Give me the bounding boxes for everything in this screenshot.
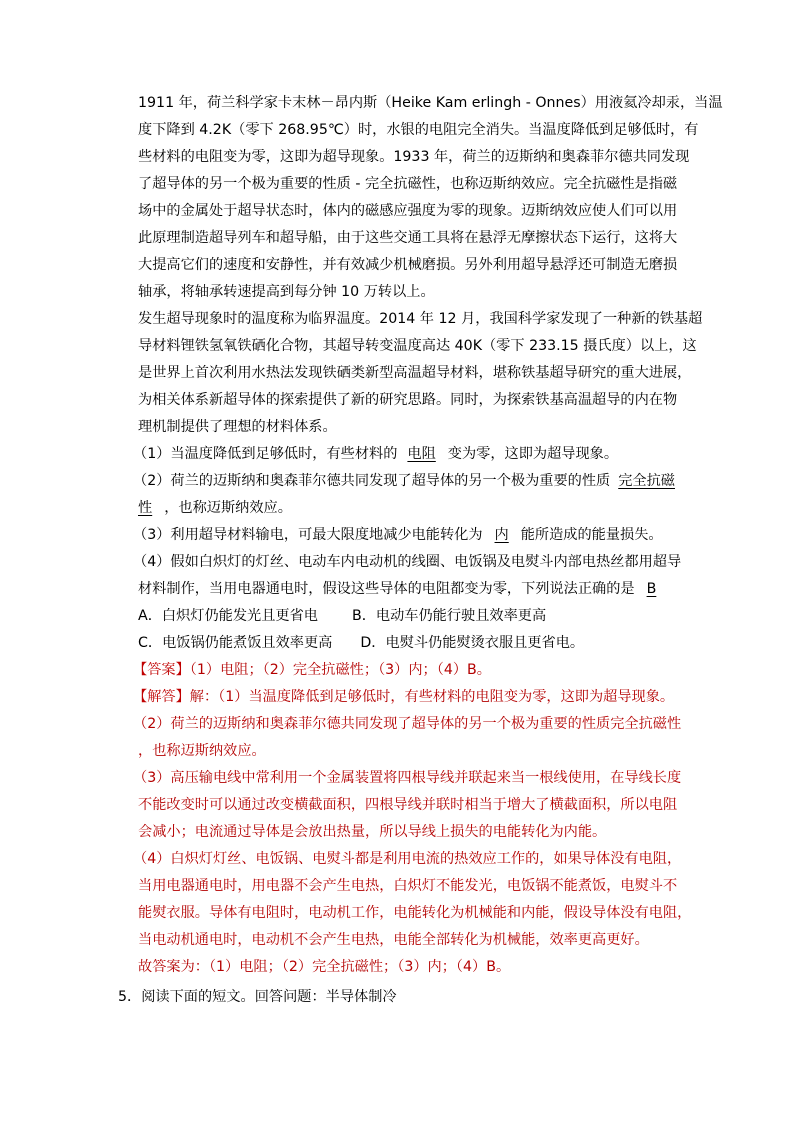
question-4-text: 材料制作，当用电器通电时，假设这些导体的电阻都变为零，下列说法正确的是 xyxy=(138,581,635,597)
question-2 xyxy=(133,472,675,490)
question-4-line-2 xyxy=(138,580,670,598)
passage-line: 些材料的电阻变为零，这即为超导现象。1933 年，荷兰的迈斯纳和奥森菲尔德共同发现 xyxy=(138,149,690,165)
question-2-answer-part-1: 完全抗磁 xyxy=(618,473,675,489)
passage-line: 导材料锂铁氢氧铁硒化合物，其超导转变温度高达 40K（零下 233.15 摄氏度）以上，这 xyxy=(138,338,697,354)
analysis-final: 故答案为：（1）电阻；（2）完全抗磁性；（3）内；（4）B。 xyxy=(138,959,511,975)
question-1-answer: 电阻 xyxy=(407,446,436,462)
passage-line: 为相关体系新超导体的探索提供了新的研究思路。同时，为探索铁基高温超导的内在物 xyxy=(138,392,678,408)
analysis-line: 当电动机通电时，电动机不会产生电热，电能全部转化为机械能，效率更高更好。 xyxy=(138,932,649,948)
passage-line: 大提高它们的速度和安静性，并有效减少机械磨损。另外利用超导悬浮还可制造无磨损 xyxy=(138,257,678,273)
analysis-line: ，也称迈斯纳效应。 xyxy=(138,743,266,759)
passage-line: 此原理制造超导列车和超导船，由于这些交通工具将在悬浮无摩擦状态下运行，这将大 xyxy=(138,230,678,246)
answer-block xyxy=(133,661,491,679)
passage-line: 度下降到 4.2K（零下 268.95℃）时，水银的电阻完全消失。当温度降低到足够低时，有 xyxy=(138,122,699,138)
options-row-cd xyxy=(138,634,584,652)
question-2-text-end: ，也称迈斯纳效应。 xyxy=(164,500,292,516)
analysis-line-1 xyxy=(133,688,674,706)
question-2-answer-part-2: 性 xyxy=(138,500,153,516)
question-1-text: （1）当温度降低到足够低时，有些材料的 xyxy=(133,446,398,462)
question-4-answer: B xyxy=(646,581,657,597)
analysis-line: （4）白炽灯灯丝、电饭锅、电熨斗都是利用电流的热效应工作的，如果导体没有电阻， xyxy=(133,851,682,867)
question-4-line-1: （4）假如白炽灯的灯丝、电动车内电动机的线圈、电饭锅及电熨斗内部电热丝都用超导 xyxy=(133,554,682,570)
analysis-line: 会减小；电流通过导体是会放出热量，所以导线上损失的电能转化为内能。 xyxy=(138,824,607,840)
option-c: C．电饭锅仍能煮饭且效率更高 xyxy=(138,635,333,651)
passage-line: 是世界上首次利用水热法发现铁硒类新型高温超导材料，堪称铁基超导研究的重大进展， xyxy=(138,365,692,381)
question-3-text: （3）利用超导材料输电，可最大限度地减少电能转化为 xyxy=(133,527,483,543)
analysis-line: 不能改变时可以通过改变横截面积，四根导线并联时相当于增大了横截面积，所以电阻 xyxy=(138,797,678,813)
option-a: A．白炽灯仍能发光且更省电 xyxy=(138,608,318,624)
passage-line: 轴承，将轴承转速提高到每分钟 10 万转以上。 xyxy=(138,284,435,300)
question-1-text-end: 变为零，这即为超导现象。 xyxy=(447,446,619,462)
analysis-line: 当用电器通电时，用电器不会产生电热，白炽灯不能发光，电饭锅不能煮饭，电熨斗不 xyxy=(138,878,678,894)
question-3-text-end: 能所造成的能量损失。 xyxy=(520,527,663,543)
options-row-ab xyxy=(138,607,546,625)
question-1 xyxy=(133,445,618,463)
analysis-tag: 【解答】 xyxy=(133,689,190,705)
next-question-heading: 5．阅读下面的短文。回答问题：半导体制冷 xyxy=(118,989,397,1005)
passage-line: 场中的金属处于超导状态时，体内的磁感应强度为零的现象。迈斯纳效应使人们可以用 xyxy=(138,203,678,219)
answer-text: （1）电阻；（2）完全抗磁性；（3）内；（4）B。 xyxy=(189,662,491,678)
option-d: D．电熨斗仍能熨烫衣服且更省电。 xyxy=(360,635,585,651)
passage-line: 了超导体的另一个极为重要的性质 - 完全抗磁性，也称迈斯纳效应。完全抗磁性是指磁 xyxy=(138,176,678,192)
passage-line: 理机制提供了理想的材料体系。 xyxy=(138,419,337,435)
answer-tag: 【答案】 xyxy=(133,662,190,678)
option-b: B．电动车仍能行驶且效率更高 xyxy=(351,608,547,624)
analysis-line: （3）高压输电线中常利用一个金属装置将四根导线并联起来当一根线使用，在导线长度 xyxy=(133,770,682,786)
passage-line: 发生超导现象时的温度称为临界温度。2014 年 12 月，我国科学家发现了一种新的铁基超 xyxy=(138,311,703,327)
question-2-continued xyxy=(138,499,292,517)
question-3 xyxy=(133,526,663,544)
analysis-text: 解：（1）当温度降低到足够低时，有些材料的电阻变为零，这即为超导现象。 xyxy=(189,689,675,705)
question-2-text: （2）荷兰的迈斯纳和奥森菲尔德共同发现了超导体的另一个极为重要的性质 xyxy=(133,473,611,489)
analysis-line: （2）荷兰的迈斯纳和奥森菲尔德共同发现了超导体的另一个极为重要的性质完全抗磁性 xyxy=(133,716,682,732)
passage-line: 1911 年，荷兰科学家卡末林－昂内斯（Heike Kam erlingh - Onnes）用液氦冷却汞，当温 xyxy=(138,95,723,111)
analysis-line: 能熨衣服。导体有电阻时，电动机工作，电能转化为机械能和内能，假设导体没有电阻， xyxy=(138,905,692,921)
question-3-answer: 内 xyxy=(494,527,509,543)
